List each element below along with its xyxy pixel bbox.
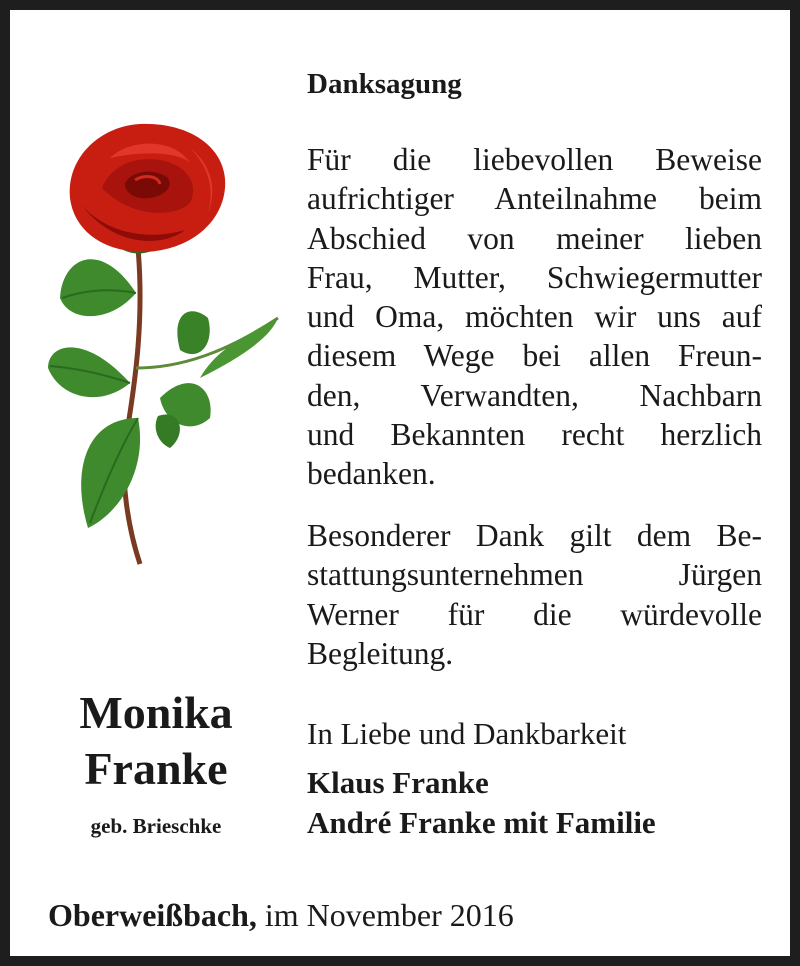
thanks-line: Abschied von meiner lieben (307, 220, 762, 256)
date-text: im November 2016 (264, 897, 514, 933)
signer-name: Klaus Franke (307, 765, 489, 800)
thanks-line: diesem Wege bei allen Freun- (307, 338, 762, 374)
thanks-line: aufrichtiger Anteilnahme beim (307, 181, 762, 217)
deceased-maiden-name: geb. Brieschke (90, 814, 222, 838)
thanks-line: und Oma, möchten wir uns auf (307, 299, 762, 335)
notice-heading: Danksagung (307, 68, 462, 100)
thanks-paragraph (307, 140, 762, 494)
thanks-line: den, Verwandten, Nachbarn (307, 377, 762, 413)
thanks-line-last: bedanken. (307, 456, 436, 492)
place-name: Oberweißbach, (48, 897, 257, 933)
deceased-last-name: Franke (84, 743, 228, 794)
thanks-line: Für die liebevollen Beweise (307, 142, 762, 177)
thanks-line: und Bekannten recht herzlich (307, 417, 762, 453)
deceased-first-name: Monika (79, 687, 233, 738)
special-thanks-line: Werner für die würdevolle (307, 596, 762, 632)
special-thanks-line: stattungsunternehmen Jürgen (307, 557, 762, 593)
thanks-line: Frau, Mutter, Schwiegermutter (307, 259, 762, 295)
special-thanks-line-last: Begleitung. (307, 635, 454, 671)
special-thanks-paragraph (307, 516, 762, 673)
signer-name: André Franke mit Familie (307, 805, 656, 840)
special-thanks-line: Besonderer Dank gilt dem Be- (307, 518, 762, 553)
closing-phrase: In Liebe und Dankbarkeit (307, 716, 627, 751)
place-date-line (48, 895, 514, 935)
red-rose-image (40, 118, 290, 568)
